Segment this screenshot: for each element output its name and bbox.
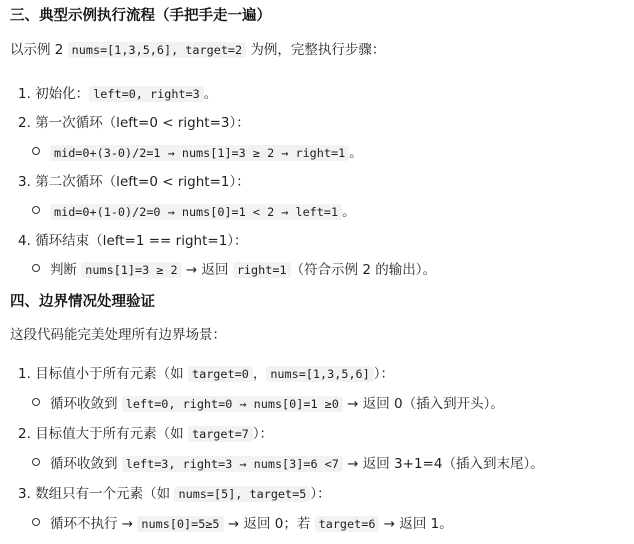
bullet-pre: 判断 [50, 262, 82, 278]
bullet-circle-icon [32, 518, 40, 526]
intro-suffix: 为例，完整执行步骤： [246, 42, 386, 58]
item-pre: 目标值小于所有元素（如 [35, 366, 188, 382]
bullet-mid: → 返回 [181, 262, 233, 278]
item-sep: ， [252, 366, 267, 382]
step-text: 第二次循环（left=0 < right=1）： [35, 174, 250, 190]
step-text: 初始化： [35, 86, 90, 102]
item-pre: 数组只有一个元素（如 [35, 486, 175, 502]
bullet-code: mid=0+(1-0)/2=0 → nums[0]=1 < 2 → left=1 [50, 204, 342, 220]
step-1 [18, 84, 217, 104]
step-text: 第一次循环（left=0 < right=3）： [35, 115, 250, 131]
intro-code: nums=[1,3,5,6], target=2 [68, 42, 246, 58]
edge-case-3-bullet [32, 514, 453, 534]
edge-case-2-bullet [32, 454, 544, 474]
item-tail: ）： [373, 366, 394, 382]
item-code-1: nums=[5], target=5 [174, 486, 310, 502]
bullet-code: nums[1]=3 ≥ 2 [81, 262, 181, 278]
item-number: 2. [18, 426, 31, 442]
edge-case-1-bullet [32, 394, 504, 414]
bullet-tail: （符合示例 2 的输出）。 [290, 262, 436, 278]
bullet-tail: 。 [349, 145, 363, 161]
section-3-heading: 三、典型示例执行流程（手把手走一遍） [10, 8, 271, 24]
step-2-bullet [32, 143, 363, 163]
bullet-code: nums[0]=5≥5 [137, 516, 223, 532]
step-4-bullet [32, 260, 436, 280]
item-code-2: nums=[1,3,5,6] [266, 366, 373, 382]
intro-prefix: 以示例 2 [10, 42, 68, 58]
step-number: 1. [18, 86, 31, 102]
edge-case-1 [18, 364, 394, 384]
bullet-code: left=0, right=0 → nums[0]=1 ≥0 [122, 396, 343, 412]
step-code: left=0, right=3 [89, 86, 204, 102]
bullet-tail: → 返回 3+1=4（插入到末尾）。 [342, 456, 544, 472]
edge-case-3 [18, 484, 331, 504]
step-text: 循环结束（left=1 == right=1）： [35, 233, 248, 249]
bullet-tail: 。 [342, 204, 356, 220]
bullet-circle-icon [32, 458, 40, 466]
bullet-pre: 循环收敛到 [50, 396, 122, 412]
item-tail: ）： [310, 486, 331, 502]
section-4-intro: 这段代码能完美处理所有边界场景： [10, 327, 226, 343]
item-pre: 目标值大于所有元素（如 [35, 426, 188, 442]
step-2 [18, 113, 250, 133]
bullet-circle-icon [32, 398, 40, 406]
item-number: 3. [18, 486, 31, 502]
step-number: 4. [18, 233, 31, 249]
bullet-circle-icon [32, 206, 40, 214]
bullet-code: left=3, right=3 → nums[3]=6 <7 [122, 456, 343, 472]
step-3 [18, 172, 250, 192]
edge-case-2 [18, 424, 273, 444]
bullet-code-2: target=6 [315, 516, 380, 532]
bullet-code-2: right=1 [233, 262, 291, 278]
bullet-tail: → 返回 1。 [379, 516, 453, 532]
bullet-circle-icon [32, 147, 40, 155]
item-tail: ）： [252, 426, 274, 442]
section-3-intro [10, 40, 385, 60]
step-4 [18, 231, 248, 251]
bullet-circle-icon [32, 264, 40, 272]
bullet-pre: 循环不执行 → [50, 516, 138, 532]
bullet-tail: → 返回 0（插入到开头）。 [342, 396, 504, 412]
bullet-code: mid=0+(3-0)/2=1 → nums[1]=3 ≥ 2 → right=1 [50, 145, 349, 161]
section-4-heading: 四、边界情况处理验证 [10, 294, 155, 310]
item-number: 1. [18, 366, 31, 382]
step-3-bullet [32, 202, 356, 222]
item-code-1: target=0 [188, 366, 253, 382]
bullet-pre: 循环收敛到 [50, 456, 122, 472]
bullet-mid: → 返回 0；若 [223, 516, 315, 532]
item-code-1: target=7 [188, 426, 253, 442]
step-number: 2. [18, 115, 31, 131]
step-number: 3. [18, 174, 31, 190]
step-tail: 。 [203, 86, 218, 102]
